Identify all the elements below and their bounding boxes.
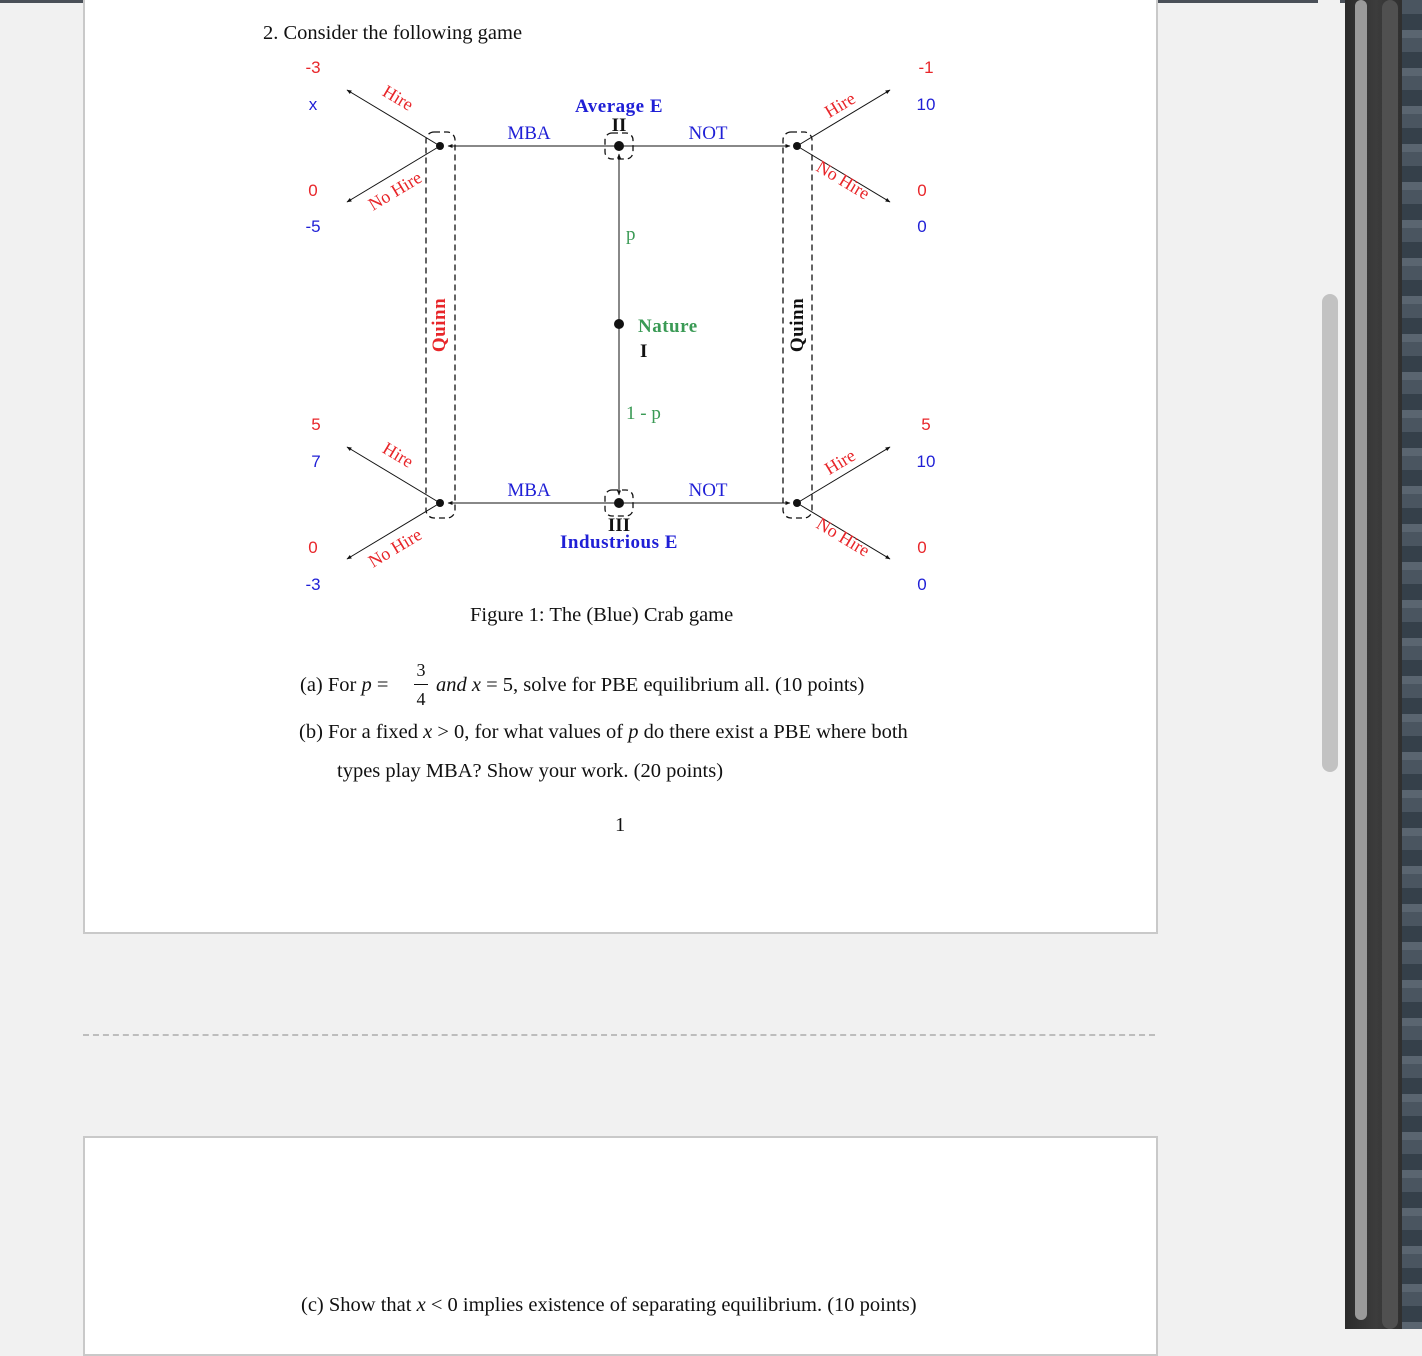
payoff-tl-nohire-e: -5 [305, 217, 321, 236]
label-nature: Nature [638, 316, 698, 337]
payoff-br-nohire-quinn: 0 [917, 538, 927, 557]
question-b-line1 [299, 721, 908, 744]
payoff-tr-hire-quinn: -1 [918, 58, 934, 77]
node-quinn-tr [793, 142, 801, 150]
question-c-prefix: (c) Show that [301, 1294, 417, 1316]
label-industrious-e: Industrious E [560, 532, 678, 553]
question-b-line2: types play MBA? Show your work. (20 points) [337, 760, 724, 782]
question-a-suffix: = 5, solve for PBE equilibrium all. (10 points) [480, 674, 865, 696]
label-node-iii: III [607, 515, 631, 536]
payoff-br-nohire-e: 0 [917, 575, 927, 594]
payoff-bl-hire-e: 7 [311, 452, 321, 471]
payoff-tr-nohire-e: 0 [917, 217, 927, 236]
label-tr-hire: Hire [821, 88, 859, 122]
question-b-prefix: (b) For a fixed [299, 721, 424, 743]
label-br-hire: Hire [821, 445, 859, 479]
question-c-var-x: x [416, 1294, 426, 1316]
node-nature [614, 319, 624, 329]
label-mba-bottom: MBA [507, 480, 551, 501]
node-average [614, 141, 624, 151]
label-tr-nohire: No Hire [812, 156, 874, 204]
side-panel-handle[interactable] [1382, 0, 1398, 1329]
payoff-tl-hire-quinn: -3 [305, 58, 321, 77]
question-b-suffix: do there exist a PBE where both [638, 721, 908, 743]
label-prob-p: p [626, 224, 636, 245]
label-not-top: NOT [688, 123, 728, 144]
label-not-bottom: NOT [688, 480, 728, 501]
document-page-2 [83, 1136, 1158, 1356]
page-number: 1 [615, 814, 626, 836]
label-bl-hire: Hire [379, 438, 417, 472]
node-quinn-bl [436, 499, 444, 507]
question-b-var-p: p [628, 721, 639, 743]
document-scrollbar-thumb[interactable] [1322, 294, 1338, 772]
payoff-bl-hire-quinn: 5 [311, 415, 321, 434]
label-tl-nohire: No Hire [364, 167, 426, 215]
question-a-var-x: x [471, 674, 481, 696]
background-window-edge [1402, 0, 1422, 1329]
question-c [301, 1294, 917, 1317]
label-br-nohire: No Hire [812, 513, 874, 561]
node-quinn-br [793, 499, 801, 507]
label-node-ii: II [611, 115, 627, 136]
figure-caption: Figure 1: The (Blue) Crab game [470, 604, 734, 626]
question-a-var-p: p [361, 674, 372, 696]
payoff-br-hire-e: 10 [916, 452, 936, 471]
problem-heading: 2. Consider the following game [263, 22, 523, 44]
payoff-tr-hire-e: 10 [916, 95, 936, 114]
label-average-e: Average E [574, 96, 664, 117]
game-tree-figure [0, 0, 1300, 650]
node-quinn-tl [436, 142, 444, 150]
label-prob-1-p: 1 - p [626, 403, 661, 424]
label-bl-nohire: No Hire [364, 524, 426, 572]
label-mba-top: MBA [507, 123, 551, 144]
question-a-rest [436, 674, 864, 697]
question-c-suffix: < 0 implies existence of separating equilibrium. (10 points) [425, 1294, 917, 1316]
page-separator [83, 1034, 1155, 1036]
node-industrious [614, 498, 624, 508]
question-b-var-x: x [423, 721, 433, 743]
fraction-numerator: 3 [416, 660, 426, 680]
label-quinn-left: Quinn [429, 297, 450, 353]
fraction-bar [414, 684, 428, 685]
question-a-and: and [436, 674, 467, 696]
label-tl-hire: Hire [379, 81, 417, 115]
payoff-tl-hire-e: x [308, 95, 318, 114]
payoff-bl-nohire-quinn: 0 [308, 538, 318, 557]
label-quinn-right: Quinn [787, 297, 808, 353]
question-a [300, 674, 388, 697]
payoff-tl-nohire-quinn: 0 [308, 181, 318, 200]
label-node-i: I [640, 341, 648, 362]
question-a-eq: = [371, 674, 389, 696]
question-a-prefix: (a) For [300, 674, 362, 696]
side-panel-scrollbar[interactable] [1355, 0, 1367, 1320]
fraction-denominator: 4 [416, 689, 426, 709]
question-b-mid: > 0, for what values of [432, 721, 629, 743]
payoff-tr-nohire-quinn: 0 [917, 181, 927, 200]
payoff-br-hire-quinn: 5 [921, 415, 931, 434]
payoff-bl-nohire-e: -3 [305, 575, 321, 594]
